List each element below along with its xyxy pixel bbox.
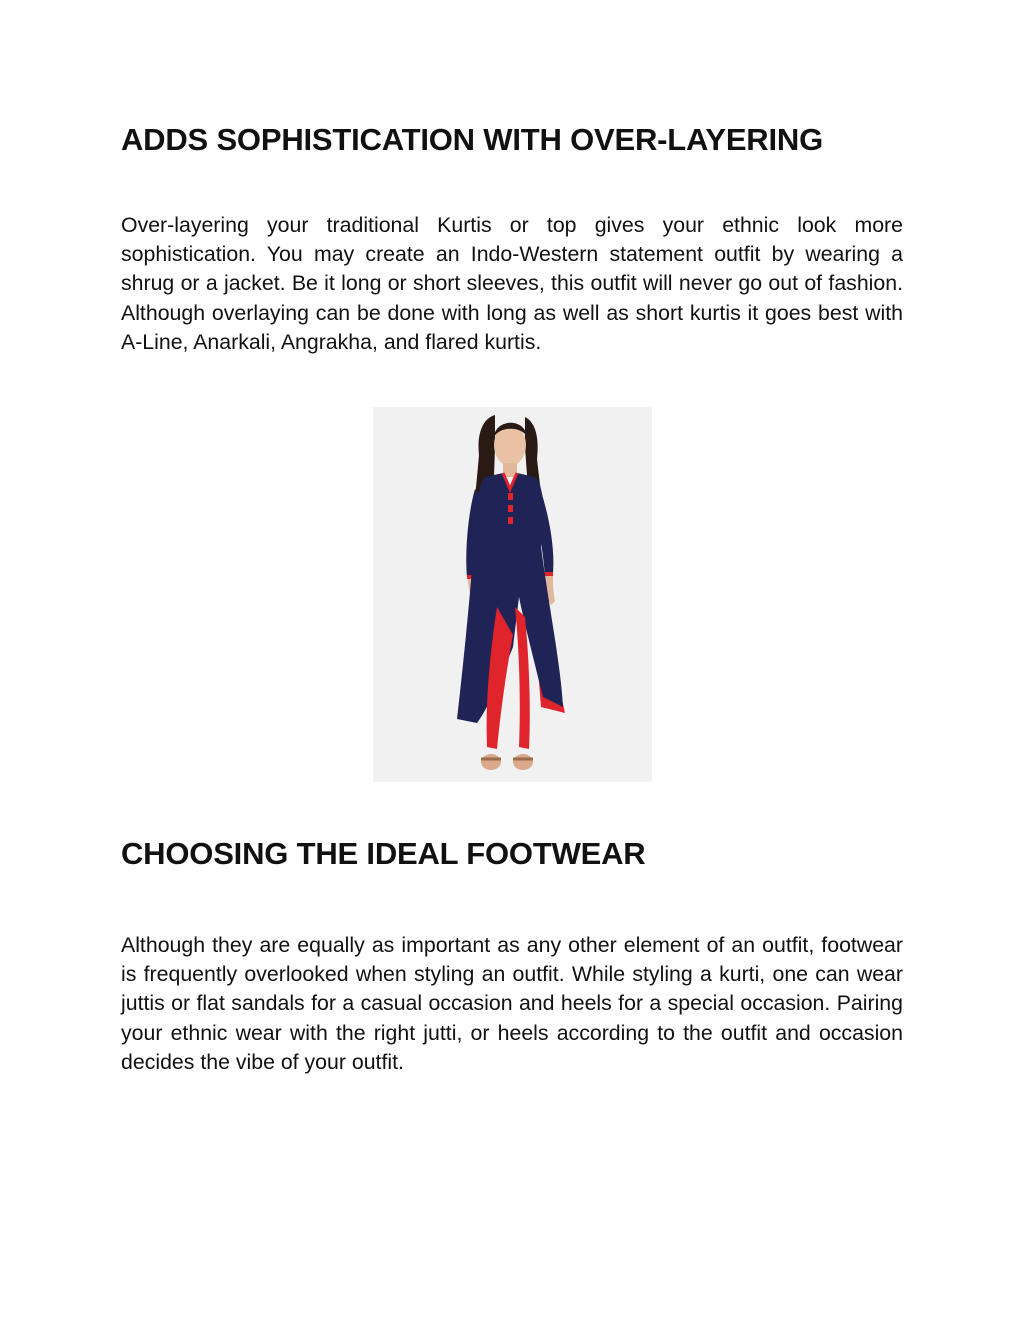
kurti-model-photo — [373, 407, 652, 782]
section-paragraph-footwear: Although they are equally as important as any other element of an outfit, footwear is frequently overlooked when styling an outfit. While styling a kurti, one can wear juttis or flat sandals for a casual occasion and heels for a special occasion. Pairing your ethnic wear with the right jutti, or heels according to the outfit and occasion decides the vibe of your outfit. — [121, 933, 903, 1074]
section-heading-over-layering: ADDS SOPHISTICATION WITH OVER-LAYERING — [121, 122, 823, 157]
section-paragraph-over-layering: Over-layering your traditional Kurtis or top gives your ethnic look more sophistication. You may create an Indo-Western statement outfit by wearing a shrug or a jacket. Be it long or short sleeves, this outfit will never go out of fashion. Although overlaying can be done with long as well as short kurtis it goes best with A-Line, Anarkali, Angrakha, and flared kurtis. — [121, 213, 903, 354]
section-heading-footwear: CHOOSING THE IDEAL FOOTWEAR — [121, 836, 646, 871]
